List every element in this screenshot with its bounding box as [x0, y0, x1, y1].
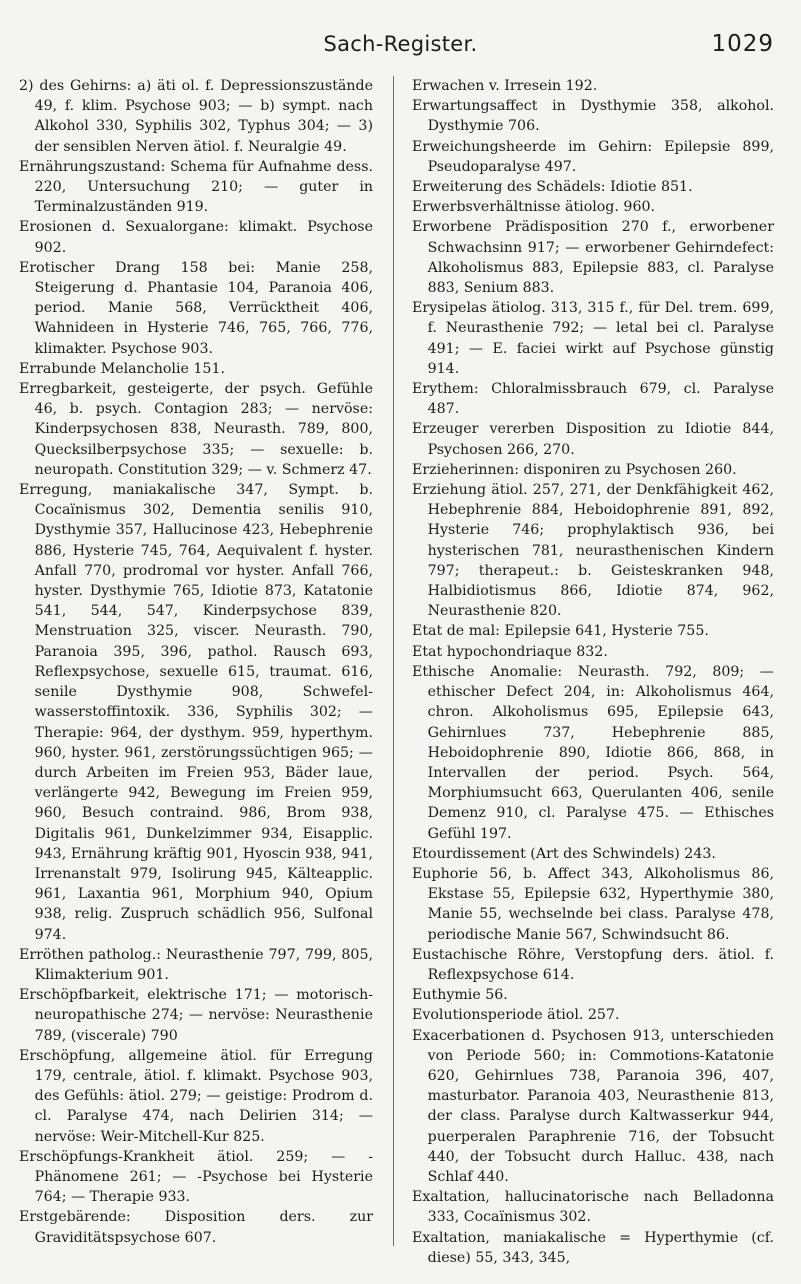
- index-entry: Erotischer Drang 158 bei: Manie 258, Steigerung d. Phantasie 104, Paranoia 406, period. Manie 568, Verrücktheit 406, Wahnideen in Hysterie 746, 765, 766, 776, klimakter. Psychose 903.: [19, 259, 373, 357]
- index-entry: Etourdissement (Art des Schwindels) 243.: [412, 845, 716, 862]
- index-entry: Euthymie 56.: [412, 987, 508, 1004]
- index-entry: Erschöpfbarkeit, elektrische 171; — motorisch-neuropathische 274; — nervöse: Neurasthenie 789, (viscerale) 790: [19, 987, 373, 1044]
- index-entry: Erwartungsaffect in Dysthymie 358, alkohol. Dysthymie 706.: [412, 98, 774, 135]
- index-entry: Erythem: Chloralmissbrauch 679, cl. Paralyse 487.: [412, 381, 774, 418]
- index-entry: Exaltation, hallucinatorische nach Belladonna 333, Cocaïnismus 302.: [412, 1189, 774, 1226]
- index-column-right: [412, 76, 774, 1268]
- index-entry: Erweichungsheerde im Gehirn: Epilepsie 899, Pseudoparalyse 497.: [412, 138, 774, 175]
- index-entry: Erosionen d. Sexualorgane: klimakt. Psychose 902.: [19, 219, 373, 256]
- index-entry: Erwerbsverhältnisse ätiolog. 960.: [412, 199, 656, 216]
- index-column-left: [19, 76, 373, 1248]
- index-entry: Erworbene Prädisposition 270 f., erworbener Schwachsinn 917; — erworbener Gehirndefect: Alkoholismus 883, Epilepsie 883, cl. Paralyse 883, Senium 883.: [412, 219, 774, 297]
- index-entry: Erzeuger vererben Disposition zu Idiotie 844, Psychosen 266, 270.: [412, 421, 774, 458]
- index-entry: Errabunde Melancholie 151.: [19, 360, 225, 377]
- index-entry: Ernährungszustand: Schema für Aufnahme dess. 220, Untersuchung 210; — guter in Terminalzuständen 919.: [19, 158, 373, 216]
- index-entry: Erwachen v. Irresein 192.: [412, 78, 598, 94]
- index-entry: Erstgebärende: Disposition ders. zur Graviditätspsychose 607.: [19, 1209, 373, 1246]
- index-entry: Erschöpfungs-Krankheit ätiol. 259; — -Phänomene 261; — -Psychose bei Hysterie 764; — Therapie 933.: [19, 1148, 373, 1206]
- index-entry: Erweiterung des Schädels: Idiotie 851.: [412, 179, 693, 196]
- index-entry: Erysipelas ätiolog. 313, 315 f., für Del. trem. 699, f. Neurasthenie 792; — letal bei cl. Paralyse 491; — E. faciei wirkt auf Psychose günstig 914.: [412, 300, 774, 377]
- page-number: 1029: [711, 31, 774, 57]
- column-divider: [393, 76, 394, 1246]
- index-entry: Erziehung ätiol. 257, 271, der Denkfähigkeit 462, Hebephrenie 884, Heboidophrenie 891, 892, Hysterie 746; prophylaktisch 936, bei hysterischen 781, neurasthenischen Kindern 797; therapeut.: b. Geisteskranken 948, Halbidiotismus 866, Idiotie 874, 962, Neurasthenie 820.: [412, 482, 774, 620]
- index-entry: Erröthen patholog.: Neurasthenie 797, 799, 805, Klimakterium 901.: [19, 946, 373, 983]
- index-entry: Erzieherinnen: disponiren zu Psychosen 260.: [412, 461, 737, 478]
- index-entry: Exacerbationen d. Psychosen 913, unterschieden von Periode 560; in: Commotions-Katatonie 620, Gehirnlues 738, Paranoia 396, 407, masturbator. Paranoia 403, Neurasthenie 813, der class. Paralyse durch Kaltwasserkur 944, puerperalen Paraphrenie 716, der Tobsucht 440, der Tobsucht durch Halluc. 438, nach Schlaf 440.: [412, 1027, 774, 1185]
- page-title: Sach-Register.: [323, 32, 478, 56]
- index-entry: Exaltation, maniakalische = Hyperthymie (cf. diese) 55, 343, 345,: [412, 1229, 774, 1266]
- index-entry: Etat de mal: Epilepsie 641, Hysterie 755.: [412, 623, 709, 640]
- index-entry: Eustachische Röhre, Verstopfung ders. ätiol. f. Reflexpsychose 614.: [412, 946, 774, 983]
- index-entry: Erschöpfung, allgemeine ätiol. für Erregung 179, centrale, ätiol. f. klimakt. Psychose 903, des Gefühls: ätiol. 279; — geistige: Prodrom d. cl. Paralyse 474, nach Delirien 314; — nervöse: Weir-Mitchell-Kur 825.: [19, 1047, 373, 1145]
- index-entry: 2) des Gehirns: a) äti ol. f. Depressionszustände 49, f. klim. Psychose 903; — b) sympt. nach Alkohol 330, Syphilis 302, Typhus 304; — 3) der sensiblen Nerven ätiol. f. Neuralgie 49.: [19, 78, 373, 155]
- index-entry: Etat hypochondriaque 832.: [412, 643, 608, 660]
- index-entry: Ethische Anomalie: Neurasth. 792, 809; — ethischer Defect 204, in: Alkoholismus 464, chron. Alkoholismus 695, Epilepsie 643, Gehirnlues 737, Hebephrenie 885, Heboidophrenie 890, Idiotie 866, 868, in Intervallen der period. Psych. 564, Morphiumsucht 663, Querulanten 406, senile Demenz 910, cl. Paralyse 475. — Ethisches Gefühl 197.: [412, 663, 774, 842]
- index-entry: Euphorie 56, b. Affect 343, Alkoholismus 86, Ekstase 55, Epilepsie 632, Hyperthymie 380, Manie 55, wechselnde bei class. Paralyse 478, periodische Manie 567, Schwindsucht 86.: [412, 865, 774, 943]
- index-entry: Evolutionsperiode ätiol. 257.: [412, 1007, 620, 1024]
- index-entry: Erregbarkeit, gesteigerte, der psych. Gefühle 46, b. psych. Contagion 283; — nervöse: Kinderpsychosen 838, Neurasth. 789, 800, Quecksilberpsychose 335; — sexuelle: b. neuropath. Constitution 329; — v. Schmerz 47.: [19, 381, 373, 478]
- index-entry: Erregung, maniakalische 347, Sympt. b. Cocaïnismus 302, Dementia senilis 910, Dysthymie 357, Hallucinose 423, Hebephrenie 886, Hysterie 745, 764, Aequivalent f. hyster. Anfall 770, prodromal vor hyster. Anfall 766, hyster. Dysthymie 765, Idiotie 873, Katatonie 541, 544, 547, Kinderpsychose 839, Menstruation 325, viscer. Neurasth. 790, Paranoia 395, 396, pathol. Rausch 693, Reflexpsychose, sexuelle 615, traumat. 616, senile Dysthymie 908, Schwefelwasserstoffintoxik. 336, Syphilis 302; — Therapie: 964, der dysthym. 959, hyperthym. 960, hyster. 961, zerstörungssüchtigen 965; — durch Arbeiten im Freien 953, Bäder laue, verlängerte 942, Bewegung im Freien 959, 960, Besuch contraind. 986, Brom 938, Digitalis 961, Dunkelzimmer 934, Eisapplic. 943, Ernährung kräftig 901, Hyoscin 938, 941, Irrenanstalt 979, Isolirung 945, Kälteapplic. 961, Laxantia 961, Morphium 940, Opium 938, relig. Zuspruch schädlich 956, Sulfonal 974.: [19, 482, 373, 943]
